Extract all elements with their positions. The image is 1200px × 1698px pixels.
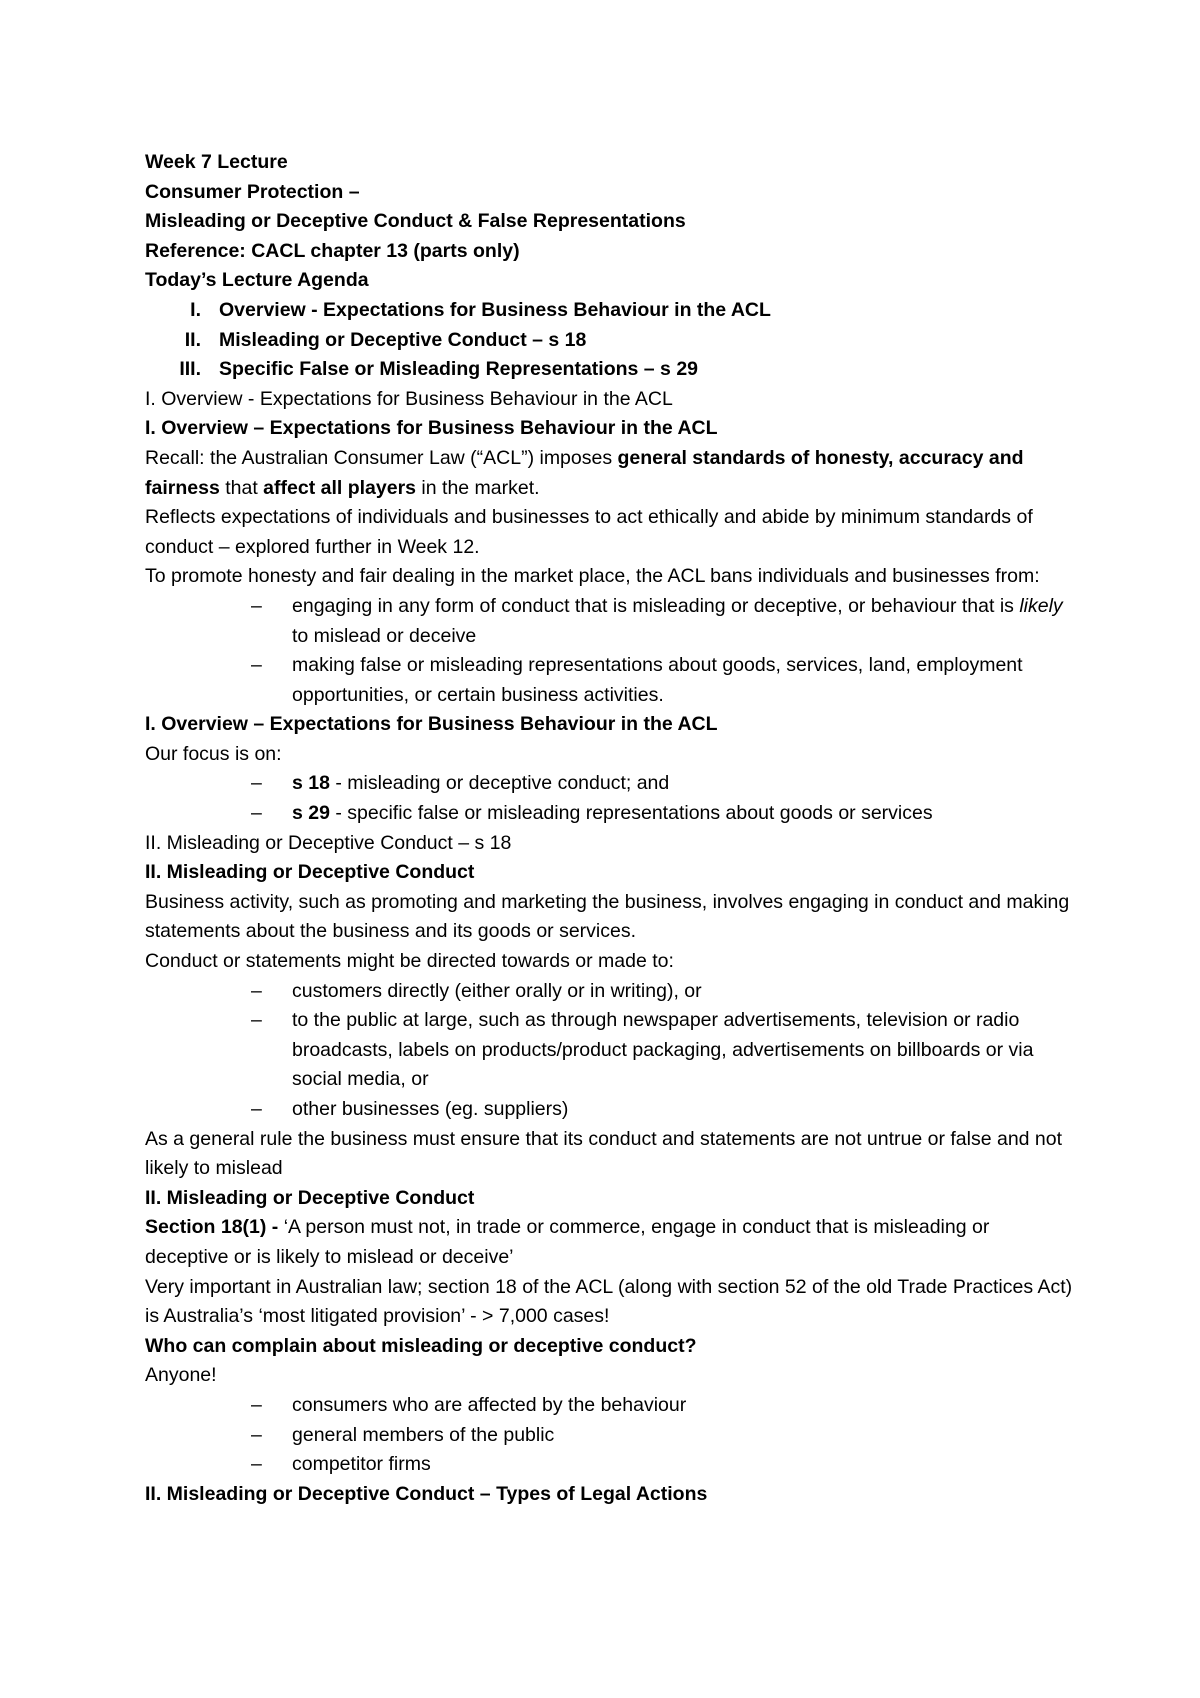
list-item: – s 18 - misleading or deceptive conduct; and — [145, 769, 1075, 799]
dash-bullet: – — [251, 1453, 262, 1476]
agenda-text: Specific False or Misleading Representations – s 29 — [219, 358, 699, 381]
agenda-number: II. — [184, 328, 201, 351]
focus-intro: Our focus is on: — [145, 742, 282, 765]
agenda-text: Misleading or Deceptive Conduct – s 18 — [219, 328, 587, 351]
dash-bullet: – — [251, 1009, 262, 1032]
section-heading: I. Overview – Expectations for Business Behaviour in the ACL — [145, 417, 718, 440]
week-title: Week 7 Lecture — [145, 151, 288, 173]
section-heading: II. Misleading or Deceptive Conduct — [145, 1186, 475, 1209]
dash-bullet: – — [251, 594, 262, 617]
list-item: – consumers who are affected by the behaviour — [145, 1391, 1075, 1421]
section-heading: II. Misleading or Deceptive Conduct — [145, 861, 475, 884]
dash-bullet: – — [251, 1098, 262, 1120]
agenda-number: III. — [179, 358, 201, 381]
list-item: – competitor firms — [145, 1450, 1075, 1480]
agenda-number: I. — [190, 298, 201, 321]
list-item: – engaging in any form of conduct that is misleading or deceptive, or behaviour that is likely to mislead or deceive — [145, 592, 1075, 651]
dash-bullet: – — [251, 772, 262, 795]
document-body — [145, 148, 1075, 1509]
dash-bullet: – — [251, 1423, 262, 1446]
section-heading-plain: II. Misleading or Deceptive Conduct – s 18 — [145, 831, 512, 854]
agenda-item — [145, 296, 1075, 326]
topic-title: Consumer Protection – — [145, 180, 360, 203]
business-paragraph: Business activity, such as promoting and marketing the business, involves engaging in conduct and making statements about the business and its goods or services. — [145, 890, 1070, 943]
important-paragraph: Very important in Australian law; section 18 of the ACL (along with section 52 of the old Trade Practices Act) is Australia’s ‘most litigated provision’ - > 7,000 cases! — [145, 1275, 1073, 1328]
general-rule-paragraph: As a general rule the business must ensure that its conduct and statements are not untrue or false and not likely to mislead — [145, 1127, 1063, 1180]
recall-paragraph: Recall: the Australian Consumer Law (“ACL”) imposes general standards of honesty, accuracy and fairness that affect all players in the market. — [145, 446, 1024, 499]
list-item: – making false or misleading representations about goods, services, land, employment opportunities, or certain business activities. — [145, 651, 1075, 710]
question-heading: Who can complain about misleading or deceptive conduct? — [145, 1334, 697, 1357]
dash-bullet: – — [251, 654, 262, 677]
dash-bullet: – — [251, 1393, 262, 1416]
agenda-title: Today’s Lecture Agenda — [145, 269, 369, 292]
subtitle: Misleading or Deceptive Conduct & False Representations — [145, 210, 686, 233]
agenda-text: Overview - Expectations for Business Behaviour in the ACL — [219, 298, 771, 321]
answer-text: Anyone! — [145, 1364, 217, 1387]
section-18-quote: Section 18(1) - ‘A person must not, in trade or commerce, engage in conduct that is misleading or deceptive or is likely to mislead or deceive’ — [145, 1216, 990, 1268]
section-heading-plain: I. Overview - Expectations for Business Behaviour in the ACL — [145, 387, 673, 410]
agenda-item — [145, 326, 1075, 356]
reference: Reference: CACL chapter 13 (parts only) — [145, 239, 520, 262]
list-item: – other businesses (eg. suppliers) — [145, 1095, 1075, 1125]
section-heading: I. Overview – Expectations for Business Behaviour in the ACL — [145, 713, 718, 736]
reflects-paragraph: Reflects expectations of individuals and businesses to act ethically and abide by minimum standards of conduct – explored further in Week 12. — [145, 506, 1033, 558]
list-item: – s 29 - specific false or misleading representations about goods or services — [145, 799, 1075, 829]
dash-bullet: – — [251, 979, 262, 1002]
list-item: – customers directly (either orally or in writing), or — [145, 977, 1075, 1007]
dash-bullet: – — [251, 802, 262, 825]
section-heading: II. Misleading or Deceptive Conduct – Types of Legal Actions — [145, 1482, 708, 1505]
promote-paragraph: To promote honesty and fair dealing in the market place, the ACL bans individuals and businesses from: — [145, 565, 1040, 588]
list-item: – to the public at large, such as through newspaper advertisements, television or radio broadcasts, labels on products/product packaging, advertisements on billboards or via social media, or — [145, 1006, 1075, 1095]
conduct-paragraph: Conduct or statements might be directed towards or made to: — [145, 950, 674, 973]
list-item: – general members of the public — [145, 1421, 1075, 1451]
agenda-item — [145, 355, 1075, 385]
